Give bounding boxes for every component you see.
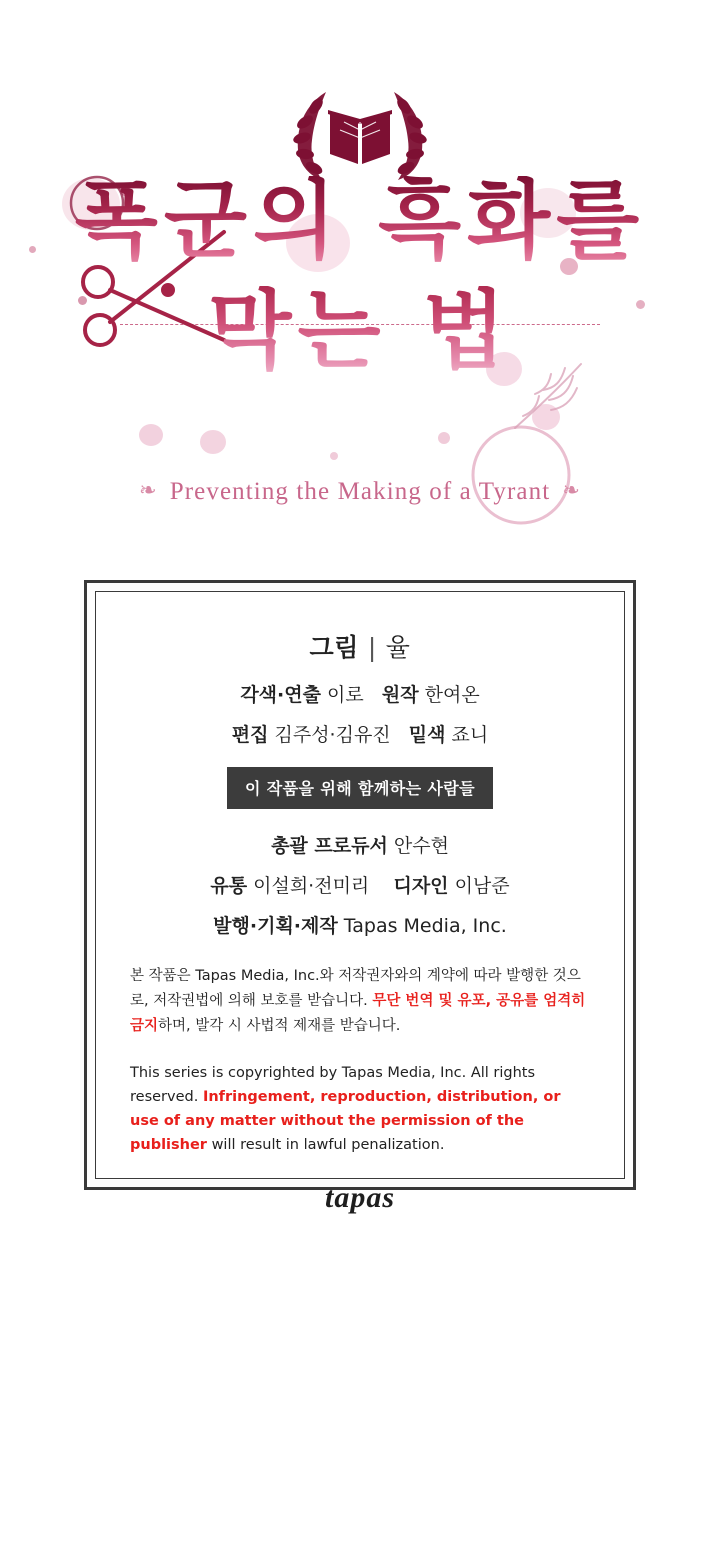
- credit-name-distribution: 이설희·전미리: [253, 875, 370, 897]
- credit-name-design: 이남준: [454, 875, 510, 897]
- legal-notice-english: [130, 1061, 590, 1157]
- watercolor-blob: [560, 258, 578, 275]
- credit-role-art: 그림: [309, 633, 359, 662]
- credits-box: [84, 580, 636, 1215]
- scissors-icon: [72, 172, 252, 372]
- credit-line-art: [130, 628, 590, 664]
- credit-name-producer: 안수현: [393, 835, 449, 857]
- legal-notice-korean: [130, 964, 590, 1039]
- credit-line-adaptation: [130, 680, 590, 707]
- credit-role-original: 원작: [381, 684, 419, 706]
- legal-korean-part-1: 본 작품은 Tapas Media, Inc.와 저작권자와의 계약에 따라 발행한 것으로, 저작권법에 의해 보호를 받습니다.: [130, 968, 581, 1009]
- flourish-right-icon: ❧: [562, 478, 581, 502]
- credit-name-art: 율: [385, 633, 411, 662]
- legal-korean-highlight: 무단 번역 및 유포, 공유를 엄격히 금지: [130, 992, 586, 1034]
- watercolor-blob: [520, 188, 576, 238]
- korean-title-line-2: 막는 법: [0, 286, 720, 376]
- watercolor-blob: [636, 300, 645, 309]
- legal-english-highlight: Infringement, reproduction, distribution, or use of any matter without the permission of the publisher: [130, 1088, 561, 1153]
- credit-role-distribution: 유통: [210, 875, 248, 897]
- watercolor-blob: [200, 430, 226, 454]
- credit-role-producer: 총괄 프로듀서: [271, 835, 388, 857]
- credit-role-adaptation: 각색·연출: [240, 684, 321, 706]
- watercolor-blob: [139, 424, 163, 446]
- credit-line-distribution: [130, 871, 590, 898]
- english-subtitle: [0, 478, 720, 506]
- watercolor-blob: [330, 452, 338, 460]
- english-subtitle-text: Preventing the Making of a Tyrant: [169, 478, 551, 505]
- credit-role-colorist: 밑색: [408, 724, 446, 746]
- credits-ribbon-label: 이 작품을 위해 함께하는 사람들: [227, 767, 493, 809]
- credit-line-producer: [130, 831, 590, 858]
- credit-line-edit: [130, 720, 590, 747]
- credit-line-publisher: [130, 911, 590, 938]
- tapas-logo: tapas: [324, 1181, 395, 1215]
- credit-name-publisher: Tapas Media, Inc.: [343, 915, 507, 937]
- watercolor-blob: [29, 246, 36, 253]
- credits-box-inner: [95, 591, 625, 1215]
- credit-role-design: 디자인: [393, 875, 449, 897]
- credit-name-edit: 김주성·김유진: [274, 724, 391, 746]
- korean-title-line-1: 폭군의 흑화를: [0, 176, 720, 266]
- laurel-book-emblem: [270, 78, 450, 188]
- title-artwork: [0, 0, 720, 560]
- legal-english-part-2: will result in lawful penalization.: [206, 1137, 445, 1153]
- flourish-left-icon: ❧: [139, 478, 158, 502]
- legal-english-part-1: This series is copyrighted by Tapas Media, Inc. All rights reserved.: [130, 1064, 536, 1105]
- watercolor-blob: [438, 432, 450, 444]
- watercolor-blob: [286, 214, 350, 272]
- legal-korean-part-2: 하며, 발각 시 사법적 제재를 받습니다.: [158, 1017, 401, 1034]
- credit-role-edit: 편집: [231, 724, 269, 746]
- feather-icon: [505, 352, 591, 438]
- credit-name-original: 한여온: [424, 684, 480, 706]
- credit-name-colorist: 죠니: [451, 724, 489, 746]
- credit-role-publisher: 발행·기획·제작: [213, 915, 338, 937]
- credit-name-adaptation: 이로: [327, 684, 364, 706]
- credit-separator: |: [367, 633, 377, 662]
